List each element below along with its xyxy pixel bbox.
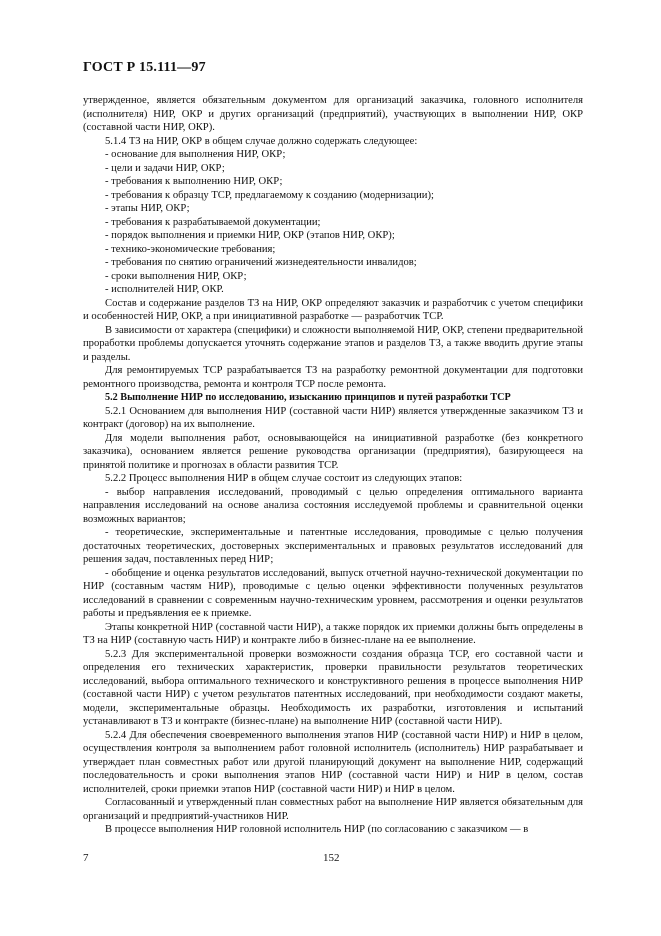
body-paragraph: - основание для выполнения НИР, ОКР; [105,149,286,160]
body-paragraph: 5.1.4 ТЗ на НИР, ОКР в общем случае должно содержать следующее: [105,135,418,147]
body-paragraph: 5.2.4 Для обеспечения своевременного выполнения этапов НИР (составной части НИР) и НИР в целом, осуществления контроля за выполнением работ головной исполнитель (исполнитель) НИР разрабатывает и утверждает план совместных работ или другой планирующий документ на выполнение НИР, содержащий последовательность и сроки выполнения этапов НИР (составной части НИР) и НИР в целом, состав исполнителей, сроки приемки этапов НИР (составной части НИР) и НИР в целом. [83,729,583,795]
body-paragraph: - обобщение и оценка результатов исследований, выпуск отчетной научно-технической документации по НИР (составным частям НИР), проводимые с целью оценки эффективности полученных результатов исследований в сравнении с современным научно-техническим уровнем, рассмотрения и оценки результатов работы и предъявления ее к приемке. [83,567,583,619]
body-paragraph: - этапы НИР, ОКР; [105,203,190,214]
body-paragraph: Согласованный и утвержденный план совместных работ на выполнение НИР является обязательным для организаций и предприятий-участников НИР. [83,797,583,822]
body-paragraph: В зависимости от характера (специфики) и сложности выполняемой НИР, ОКР, степени предварительной проработки проблемы допускается уточнять содержание этапов и разделов ТЗ, а также вводить другие этапы и разделы. [83,324,583,363]
body-paragraph: Для ремонтируемых ТСР разрабатывается ТЗ на разработку ремонтной документации для подготовки ремонтного производства, ремонта и контроля ТСР после ремонта. [83,365,583,390]
body-paragraph: - исполнителей НИР, ОКР. [105,284,224,295]
body-paragraph: 5.2.3 Для экспериментальной проверки возможности создания образца ТСР, его составной части и определения его технических характеристик, проверки правильности результатов теоретических исследований, выбора оптимального технического и конструктивного решения в процессе выполнения НИР (составной части НИР) с учетом результатов патентных исследований, при необходимости создают макеты, модели, экспериментальные образцы. Необходимость их разработки, изготовления и испытаний устанавливают в ТЗ и контракте (бизнес-плане) на выполнение НИР (составной части НИР). [83,648,583,727]
body-paragraph: - выбор направления исследований, проводимый с целью определения оптимального варианта направления исследований на основе анализа состояния исследуемой проблемы и сравнительной оценки возможных вариантов; [83,486,583,525]
body-paragraph: - требования к выполнению НИР, ОКР; [105,176,283,187]
body-paragraph: Этапы конкретной НИР (составной части НИР), а также порядок их приемки должны быть определены в ТЗ на НИР (составную часть НИР) и контракте либо в бизнес-плане на ее выполнение. [83,621,583,646]
body-paragraph: - требования к образцу ТСР, предлагаемому к созданию (модернизации); [105,189,434,201]
document-header: ГОСТ Р 15.111—97 [83,60,206,75]
body-paragraph: - требования к разрабатываемой документации; [105,216,321,228]
body-paragraph: Состав и содержание разделов ТЗ на НИР, ОКР определяют заказчик и разработчик с учетом специфики и особенностей НИР, ОКР, а при инициативной разработке — разработчик ТСР. [83,297,583,322]
body-paragraph: 5.2.1 Основанием для выполнения НИР (составной части НИР) является утвержденные заказчиком ТЗ и контракт (договор) на их выполнение. [83,405,583,430]
body-paragraph: В процессе выполнения НИР головной исполнитель НИР (по согласованию с заказчиком — в [105,824,529,835]
body-paragraph: утвержденное, является обязательным документом для организаций заказчика, головного исполнителя (исполнителя) НИР, ОКР и других организаций (предприятий), участвующих в выполнении НИР, ОКР (составной части НИР, ОКР). [83,95,583,133]
section-heading: 5.2 Выполнение НИР по исследованию, изысканию принципов и путей разработки ТСР [105,392,511,403]
body-paragraph: - теоретические, экспериментальные и патентные исследования, проводимые с целью получения достаточных теоретических, достоверных экспериментальных и правовых результатов исследований для решения задач, поставленных перед НИР; [83,527,583,565]
body-paragraph: 5.2.2 Процесс выполнения НИР в общем случае состоит из следующих этапов: [105,473,463,484]
body-paragraph: - порядок выполнения и приемки НИР, ОКР (этапов НИР, ОКР); [105,230,395,241]
body-paragraph: - цели и задачи НИР, ОКР; [105,162,225,174]
page-number: 152 [323,852,340,864]
footer-left-number: 7 [83,852,89,864]
body-paragraph: - сроки выполнения НИР, ОКР; [105,270,247,282]
body-paragraph: Для модели выполнения работ, основывающейся на инициативной разработке (без конкретного заказчика), основанием является решение руководства организации (предприятия), базирующееся на принятой политике и прогнозах в области развития ТСР. [83,432,583,471]
document-body [83,94,583,837]
body-paragraph: - требования по снятию ограничений жизнедеятельности инвалидов; [105,257,417,268]
body-paragraph: - технико-экономические требования; [105,243,276,255]
